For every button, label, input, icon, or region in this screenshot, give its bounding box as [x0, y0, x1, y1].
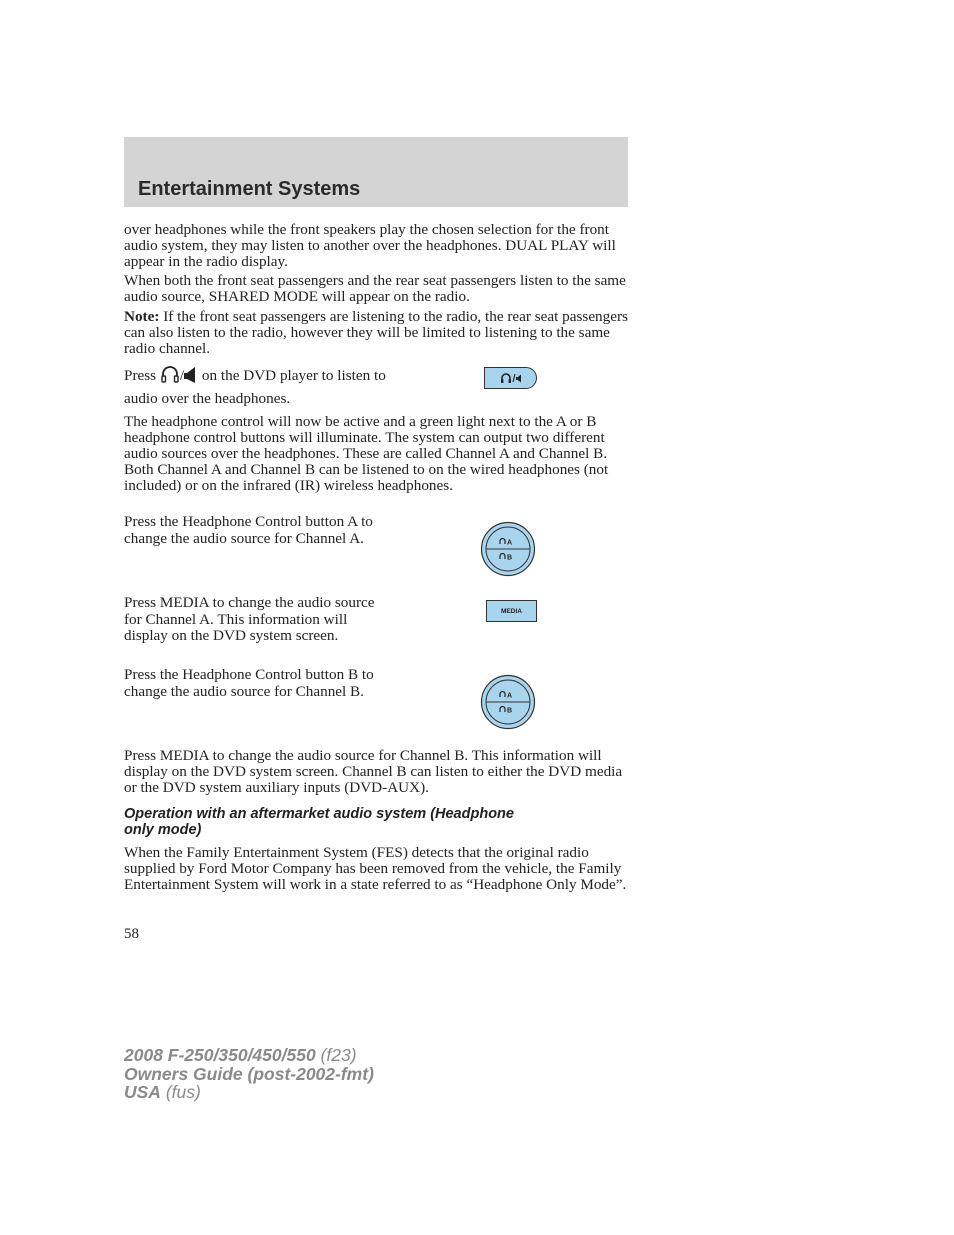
- label-a: A: [507, 539, 513, 547]
- footer-line-2: [124, 1065, 374, 1084]
- label-b: B: [507, 707, 513, 715]
- paragraph-press-headphone: [124, 364, 394, 408]
- paragraph-note: [124, 309, 630, 357]
- speaker-icon: [184, 366, 198, 389]
- footer-line-1: [124, 1046, 374, 1065]
- note-label: Note:: [124, 308, 160, 325]
- paragraph-media-channel-b: Press MEDIA to change the audio source for Channel B. This information will display on the DVD system screen. Channel B can listen to either the DVD media or the DVD system auxiliary inputs (DVD-AUX).: [124, 747, 623, 796]
- paragraph-dual-play: over headphones while the front speakers play the chosen selection for the front audio system, they may listen to another over the headphones. DUAL PLAY will appear in the radio display.: [124, 221, 616, 270]
- page-number: 58: [124, 926, 139, 942]
- footer-line-3: [124, 1083, 374, 1102]
- footer-model: 2008 F-250/350/450/550: [124, 1045, 316, 1065]
- footer-region-code: (fus): [160, 1082, 201, 1102]
- paragraph-shared-mode: When both the front seat passengers and the rear seat passengers listen to the same audio source, SHARED MODE will appear on the radio.: [124, 272, 626, 305]
- label-b: B: [507, 554, 513, 562]
- note-text: If the front seat passengers are listening to the radio, the rear seat passengers can also listen to the radio, however they will be limited to listening to the same radio channel.: [124, 308, 628, 357]
- footer-region: USA: [124, 1082, 161, 1102]
- headphone-control-button-a[interactable]: [480, 521, 536, 577]
- paragraph-headphone-only-mode: When the Family Entertainment System (FES) detects that the original radio supplied by Ford Motor Company has been removed from the vehicle, the Family Entertainment System will work in a state referred to as “Headphone Only Mode”.: [124, 844, 627, 893]
- label-a: A: [507, 692, 513, 700]
- footer-model-code: (f23): [315, 1045, 357, 1065]
- section-header-band: [124, 137, 628, 207]
- section-title: Entertainment Systems: [138, 178, 361, 200]
- headphone-control-button-b[interactable]: [480, 674, 536, 730]
- paragraph-channel-a: Press the Headphone Control button A to change the audio source for Channel A.: [124, 513, 373, 547]
- paragraph-headphone-control: The headphone control will now be active and a green light next to the A or B headphone control buttons will illuminate. The system can output two different audio sources over the headphones. These are called Channel A and Channel B. Both Channel A and Channel B can be listened to on the wired headphones (not included) or on the infrared (IR) wireless headphones.: [124, 413, 609, 494]
- subheading-aftermarket: Operation with an aftermarket audio system (Headphone only mode): [124, 806, 514, 838]
- headphone-icon: [160, 364, 180, 389]
- document-footer: [124, 1046, 374, 1102]
- press-rest: on the DVD player to listen to audio over the headphones.: [124, 367, 386, 407]
- headphone-speaker-glyph-icon: [500, 372, 522, 384]
- press-word: Press: [124, 367, 157, 384]
- paragraph-channel-b: Press the Headphone Control button B to change the audio source for Channel B.: [124, 666, 374, 700]
- paragraph-media-channel-a: Press MEDIA to change the audio source for Channel A. This information will display on the DVD system screen.: [124, 594, 375, 644]
- headphone-speaker-button[interactable]: [484, 367, 537, 389]
- slash-separator: /: [179, 367, 185, 384]
- media-button[interactable]: MEDIA: [486, 600, 537, 622]
- footer-guide: Owners Guide (post-2002-fmt): [124, 1063, 374, 1084]
